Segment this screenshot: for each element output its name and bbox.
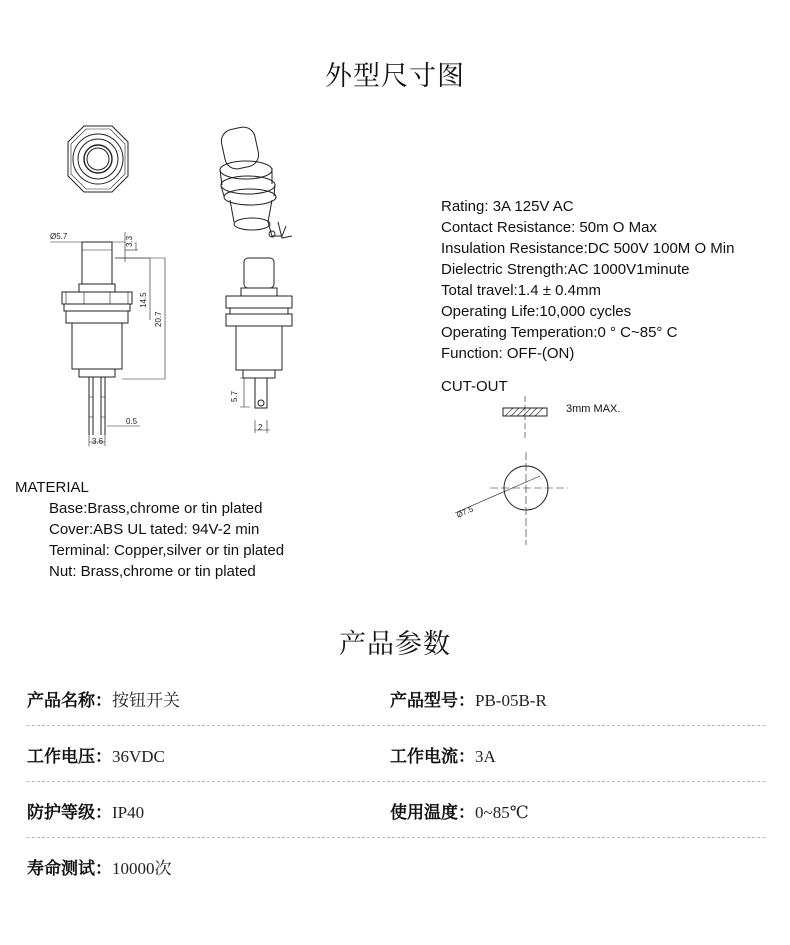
param-row (27, 838, 765, 894)
dim-terminal-length: 5.7 (230, 390, 239, 402)
material-item: Nut: Brass,chrome or tin plated (49, 563, 256, 580)
rating-line: Total travel:1.4 ± 0.4mm (441, 282, 601, 299)
dimension-drawing-title: 外型尺寸图 (325, 61, 465, 92)
cutout-hole-icon (455, 452, 568, 545)
param-voltage: 工作电压：36VDC (27, 747, 165, 767)
material-item: Cover:ABS UL tated: 94V-2 min (49, 521, 260, 538)
param-life-test: 寿命测试：10000次 (27, 859, 172, 879)
param-row (27, 670, 765, 726)
param-temperature: 使用温度：0~85℃ (390, 803, 529, 823)
dim-terminal-width: 2 (258, 423, 263, 432)
dimension-lines (50, 232, 165, 446)
material-heading: MATERIAL (15, 479, 89, 496)
dim-width: 3.6 (92, 437, 104, 446)
param-model: 产品型号：PB-05B-R (390, 691, 547, 711)
param-product-name: 产品名称：按钮开关 (27, 691, 180, 711)
rating-line: Insulation Resistance:DC 500V 100M O Min (441, 240, 735, 257)
dim-upper-height: 14.5 (139, 292, 148, 308)
param-current: 工作电流：3A (390, 747, 496, 767)
parameters-title: 产品参数 (339, 629, 451, 660)
material-item: Terminal: Copper,silver or tin plated (49, 542, 285, 559)
perspective-view-icon (219, 125, 292, 238)
dim-total-height: 20.7 (154, 311, 163, 327)
rating-line: Operating Life:10,000 cycles (441, 303, 632, 320)
dim-cutout-diameter: Ø7.5 (455, 504, 475, 520)
material-item: Base:Brass,chrome or tin plated (49, 500, 263, 517)
front-view-icon (62, 242, 132, 435)
ratings-list (441, 196, 734, 364)
dim-head-diameter: Ø5.7 (50, 232, 68, 241)
param-row (27, 782, 765, 838)
rating-line: Dielectric Strength:AC 1000V1minute (441, 261, 690, 278)
rating-line: Contact Resistance: 50m O Max (441, 219, 657, 236)
dim-cap-height: 3.3 (125, 235, 134, 247)
param-protection: 防护等级：IP40 (27, 803, 145, 823)
cutout-label: CUT-OUT (441, 378, 508, 395)
parameters-table (27, 670, 765, 894)
param-row (27, 726, 765, 782)
rating-line: Function: OFF-(ON) (441, 345, 575, 362)
rating-line: Rating: 3A 125V AC (441, 198, 574, 215)
side-view-icon (226, 258, 292, 408)
dim-pin-gap: 0.5 (126, 417, 138, 426)
cutout-drawing-icon (503, 396, 547, 440)
material-section (15, 477, 284, 582)
top-view-icon (68, 126, 128, 192)
rating-line: Operating Temperation:0 ° C~85° C (441, 324, 678, 341)
cutout-max-thickness: 3mm MAX. (566, 403, 621, 415)
